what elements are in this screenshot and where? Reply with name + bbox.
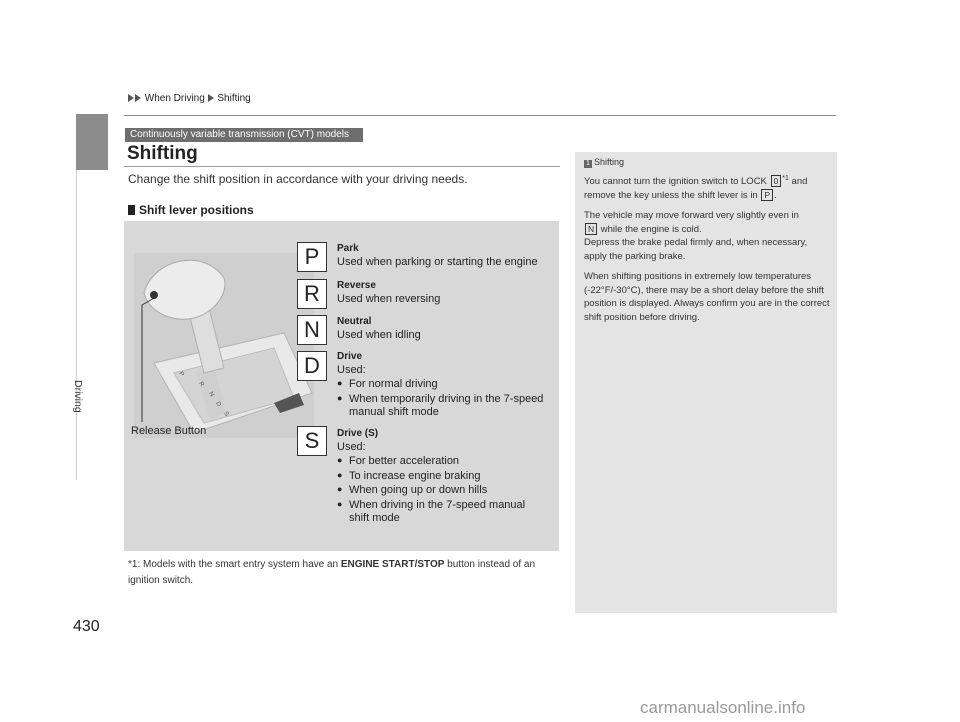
intro-text: Change the shift position in accordance with your driving needs. — [128, 172, 468, 186]
page-title: Shifting — [127, 143, 198, 164]
position-bullet: ● When driving in the 7-speed manual shift mode — [337, 498, 542, 526]
position-usage: Used: — [337, 363, 366, 376]
footnote-suffix: button instead of an ignition switch. — [128, 559, 536, 586]
position-bullet: ● When temporarily driving in the 7-speed manual shift mode — [337, 392, 557, 420]
breadcrumb-level2[interactable]: Shifting — [217, 93, 251, 104]
note-title — [584, 157, 624, 168]
release-button-leader-line — [131, 280, 161, 430]
note-text: You cannot turn the ignition switch to LOCK — [584, 176, 770, 188]
note-paragraph: When shifting positions in extremely low temperatures (-22°F/-30°C), there may be a short delay before the shift position is displayed. Always confirm you are in the correct shift position before driving. — [584, 271, 830, 323]
position-bullet: ● To increase engine braking — [337, 469, 542, 484]
position-reverse-description — [337, 279, 440, 306]
position-n-icon: N — [297, 315, 327, 345]
position-usage: Used when parking or starting the engine — [337, 255, 538, 268]
position-r-icon: R — [297, 279, 327, 309]
breadcrumb-level1[interactable]: When Driving — [144, 93, 205, 104]
watermark: carmanualsonline.info — [640, 698, 806, 717]
note-text: and remove the key unless the shift lever is in — [584, 176, 808, 201]
position-drive-s-description — [337, 427, 542, 526]
svg-text:S: S — [222, 411, 230, 418]
page-number: 430 — [73, 618, 100, 635]
title-rule — [124, 166, 560, 167]
breadcrumb-arrow-icon — [128, 94, 134, 102]
note-text: The vehicle may move forward very slightly even in — [584, 210, 799, 222]
breadcrumb-arrow-icon — [135, 94, 141, 102]
svg-text:N: N — [207, 391, 215, 398]
neutral-key-icon: N — [585, 223, 597, 235]
footnote-prefix: *1: Models with the smart entry system have an — [128, 559, 341, 570]
lock-key-icon: 0 — [771, 175, 782, 187]
position-name: Park — [337, 243, 359, 254]
header-rule — [124, 115, 836, 116]
position-usage: Used when reversing — [337, 292, 441, 305]
position-name: Drive — [337, 351, 363, 362]
position-name: Neutral — [337, 316, 372, 327]
note-body — [584, 172, 830, 331]
position-neutral-description — [337, 315, 421, 342]
svg-text:P: P — [177, 371, 185, 378]
position-s-icon: S — [297, 426, 327, 456]
position-d-icon: D — [297, 351, 327, 381]
position-park-description — [337, 242, 538, 269]
position-p-icon: P — [297, 242, 327, 272]
footnote — [128, 557, 558, 589]
position-bullet: ● When going up or down hills — [337, 483, 542, 498]
position-name: Reverse — [337, 280, 376, 291]
park-key-icon: P — [761, 189, 773, 201]
svg-text:D: D — [214, 401, 222, 408]
position-usage: Used: — [337, 440, 366, 453]
position-bullet: ● For normal driving — [337, 377, 557, 392]
note-title-text: Shifting — [594, 157, 625, 167]
release-button-label: Release Button — [131, 425, 207, 437]
note-text: Depress the brake pedal firmly and, when necessary, apply the parking brake. — [584, 237, 808, 262]
note-text: . — [774, 189, 777, 201]
position-usage: Used when idling — [337, 328, 421, 341]
position-drive-description — [337, 350, 557, 420]
chapter-divider — [76, 170, 77, 480]
section-square-icon — [128, 205, 135, 215]
footnote-bold: ENGINE START/STOP — [340, 559, 445, 570]
chapter-label: Driving — [72, 380, 84, 413]
shift-lever-illustration — [134, 253, 314, 438]
svg-text:R: R — [197, 381, 205, 388]
note-icon: 1 — [584, 160, 592, 168]
chapter-tab — [76, 114, 108, 170]
note-paragraph — [584, 209, 830, 263]
breadcrumb-arrow-icon — [208, 94, 214, 102]
note-superscript: *1 — [782, 175, 789, 182]
section-heading — [128, 203, 254, 217]
position-name: Drive (S) — [337, 428, 379, 439]
section-heading-text: Shift lever positions — [139, 203, 254, 217]
note-text: while the engine is cold. — [598, 223, 702, 235]
note-paragraph — [584, 172, 830, 202]
breadcrumb — [128, 93, 251, 104]
position-bullet: ● For better acceleration — [337, 454, 542, 469]
models-badge: Continuously variable transmission (CVT) models — [125, 128, 363, 142]
